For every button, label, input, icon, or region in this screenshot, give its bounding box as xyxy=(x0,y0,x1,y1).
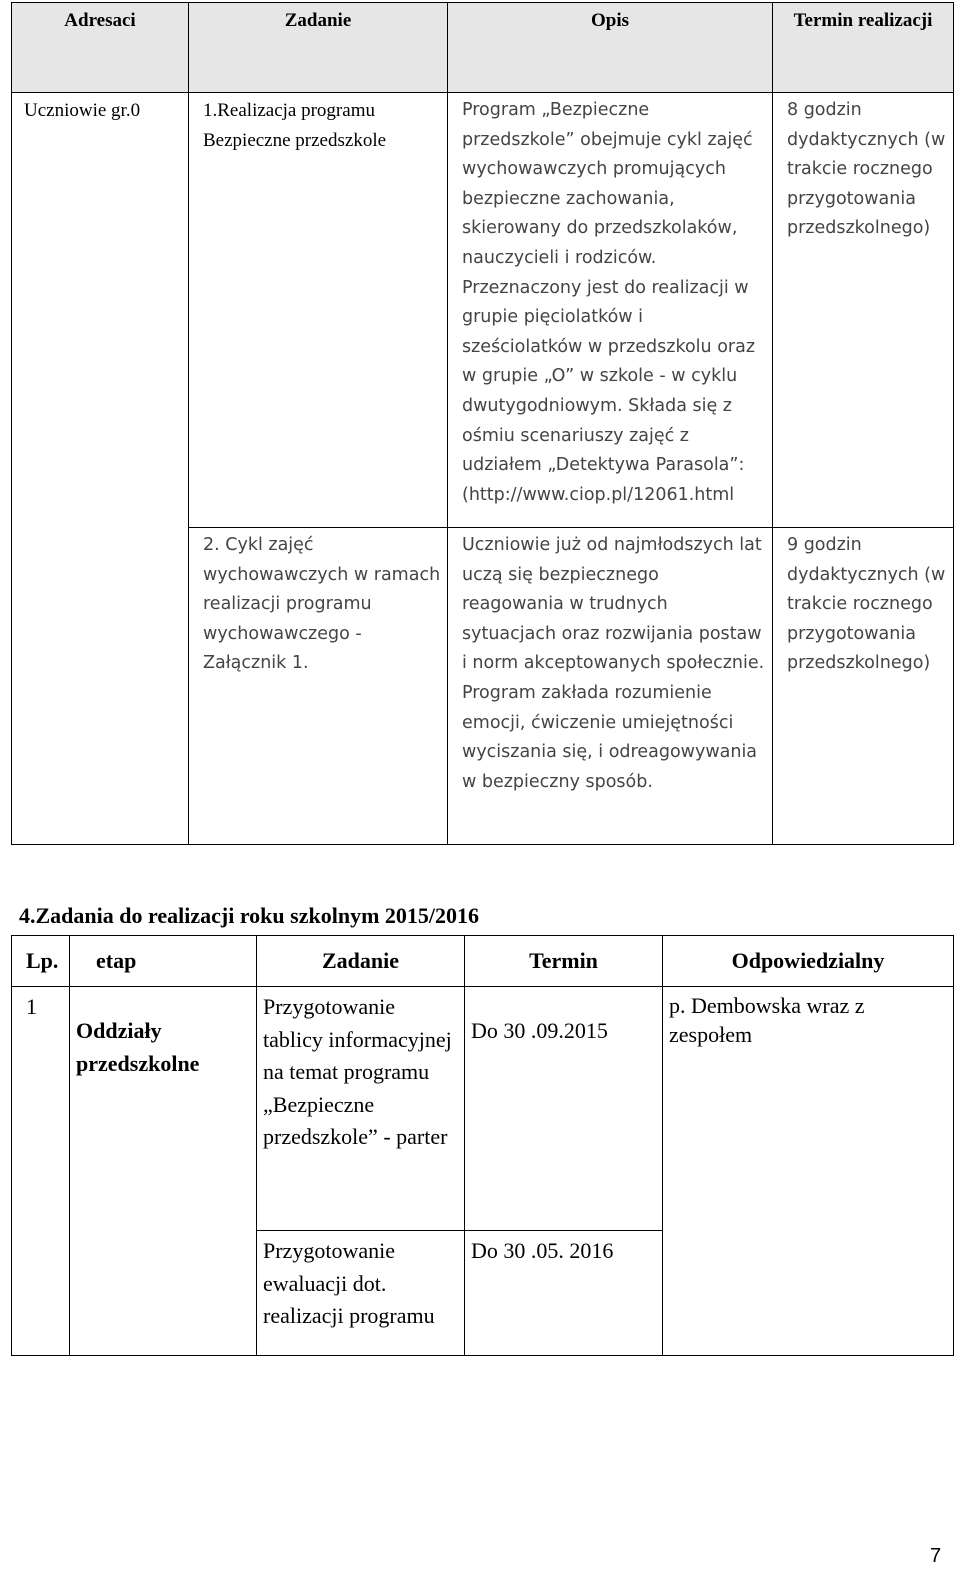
zadanie-cell: 2. Cykl zajęć wychowawczych w ramach realizacji programu wychowawczego - Załącznik 1. xyxy=(203,535,441,674)
page-number: 7 xyxy=(930,1545,942,1567)
header-zadanie: Zadanie xyxy=(189,3,448,93)
header-termin: Termin realizacji xyxy=(773,3,954,93)
header-etap: etap xyxy=(70,936,257,987)
tasks-table-header xyxy=(12,936,954,987)
zadanie-cell: Przygotowanie ewaluacji dot. realizacji programu xyxy=(263,1238,435,1328)
header-opis: Opis xyxy=(448,3,773,93)
table-row xyxy=(12,93,954,528)
odpowiedzialny-cell: p. Dembowska wraz z zespołem xyxy=(669,993,865,1047)
termin-cell: Do 30 .09.2015 xyxy=(471,1018,608,1043)
header-odpowiedzialny: Odpowiedzialny xyxy=(663,936,954,987)
opis-cell: Uczniowie już od najmłodszych lat uczą się bezpiecznego reagowania w trudnych sytuacjach oraz rozwijania postaw i norm akceptowanych społecznie. Program zakłada rozumienie emocji, ćwiczenie umiejętności wyciszania się, i odreagowywania w bezpieczny sposób. xyxy=(462,535,765,792)
zadanie-cell: 1.Realizacja programu Bezpieczne przedszkole xyxy=(203,100,387,151)
table-row xyxy=(12,528,954,845)
program-table-header xyxy=(12,3,954,93)
header-adresaci: Adresaci xyxy=(12,3,189,93)
tasks-table xyxy=(11,935,954,1356)
etap-cell: Oddziały przedszkolne xyxy=(76,1018,200,1076)
header-lp: Lp. xyxy=(12,936,70,987)
termin-cell: 8 godzin dydaktycznych (w trakcie rocznego przygotowania przedszkolnego) xyxy=(787,100,946,239)
section-title: 4.Zadania do realizacji roku szkolnym 2015/2016 xyxy=(19,903,480,928)
header-termin: Termin xyxy=(465,936,663,987)
lp-cell: 1 xyxy=(26,994,37,1019)
program-table xyxy=(11,2,954,845)
termin-cell: 9 godzin dydaktycznych (w trakcie rocznego przygotowania przedszkolnego) xyxy=(787,535,946,674)
adresaci-cell: Uczniowie gr.0 xyxy=(24,100,141,121)
opis-cell: Program „Bezpieczne przedszkole” obejmuje cykl zajęć wychowawczych promujących bezpieczne zachowania, skierowany do przedszkolaków, nauczycieli i rodziców. Przeznaczony jest do realizacji w grupie pięciolatków i sześciolatków w przedszkolu oraz w grupie „O” w szkole - w cyklu dwutygodniowym. Składa się z ośmiu scenariuszy zajęć z udziałem „Detektywa Parasola”: (http://www.ciop.pl/12061.html xyxy=(462,100,756,505)
zadanie-cell: Przygotowanie tablicy informacyjnej na temat programu „Bezpieczne przedszkole” - parter xyxy=(263,994,452,1149)
termin-cell: Do 30 .05. 2016 xyxy=(471,1238,614,1263)
adresaci-cell xyxy=(12,528,188,531)
table-row xyxy=(12,987,954,1231)
header-zadanie: Zadanie xyxy=(257,936,465,987)
